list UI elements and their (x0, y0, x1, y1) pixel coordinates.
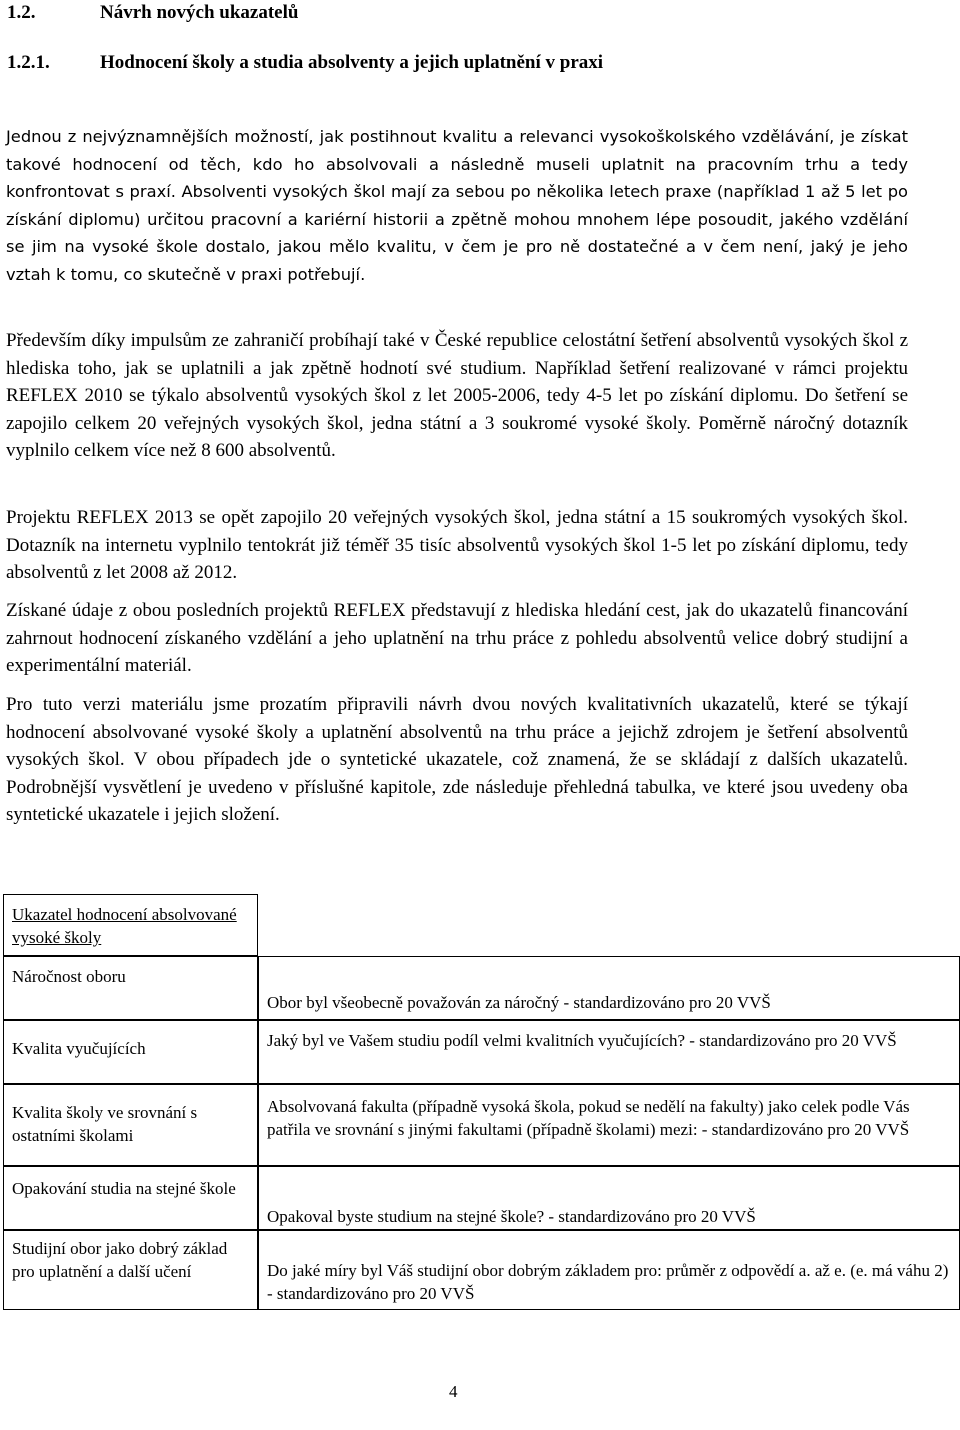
indicator-description: Absolvovaná fakulta (případně vysoká škola, pokud se nedělí na fakulty) jako celek podle Vás patřila ve srovnání s jinými fakultami (případně školami) mezi: - standardizováno pro 20 VVŠ (267, 1097, 910, 1139)
table-row-description (258, 1230, 960, 1310)
table-row-indicator (3, 1084, 258, 1166)
section-heading (7, 2, 298, 24)
indicator-description: Opakoval byste studium na stejné škole? - standardizováno pro 20 VVŠ (267, 1207, 756, 1226)
indicator-table (0, 894, 960, 1314)
indicator-label: Náročnost oboru (12, 967, 126, 986)
paragraph-intro-rest: Absolventi vysokých škol mají za sebou po několika letech praxe (například 1 až 5 let po získání diplomu) určitou pracovní a kariérní historii a zpětně mohou mnohem lépe posoudit, jakého vzdělání se jim na vysoké škole dostalo, jakou mělo kvalitu, v čem je pro ně dostatečné a v čem není, jaký je jeho vztah k tomu, co skutečně v praxi potřebují. (6, 182, 908, 284)
table-row-description (258, 1166, 960, 1230)
table-row-description (258, 956, 960, 1020)
table-row-indicator (3, 1230, 258, 1310)
indicator-label: Opakování studia na stejné škole (12, 1179, 236, 1198)
subsection-heading (7, 52, 603, 74)
paragraph-reflex-2013: Projektu REFLEX 2013 se opět zapojilo 20 veřejných vysokých škol, jedna státní a 15 soukromých vysokých škol. Dotazník na internetu vyplnilo tentokrát již téměř 35 tisíc absolventů vysokých škol 1-5 let po získání diplomu, tedy absolventů z let 2008 až 2012. (6, 507, 908, 584)
table-header: Ukazatel hodnocení absolvované vysoké školy (12, 905, 237, 947)
indicator-label: Kvalita vyučujících (12, 1039, 146, 1058)
table-header-cell (3, 894, 258, 956)
paragraph-intro-lead: Jednou z nejvýznamnějších možností, jak postihnout kvalitu a relevanci vysokoškolského vzdělávání, je získat takové hodnocení od těch, kdo ho absolvovali a následně museli uplatnit na pracovním trhu a tedy konfrontovat s praxí. (6, 127, 908, 202)
paragraph-reflex-2010: Především díky impulsům ze zahraničí probíhají také v České republice celostátní šetření absolventů vysokých škol z hlediska toho, jak se uplatnili a jak zpětně hodnotí své studium. Například šetření realizované v rámci projektu REFLEX 2010 se týkalo absolventů vysokých škol z let 2005-2006, tedy 4-5 let po získání diplomu. Do šetření se zapojilo celkem 20 veřejných vysokých škol, jedna státní a 3 soukromé vysoké školy. Poměrně náročný dotazník vyplnilo celkem více než 8 600 absolventů. (6, 330, 908, 462)
indicator-description: Obor byl všeobecně považován za náročný - standardizováno pro 20 VVŠ (267, 993, 771, 1012)
indicator-label: Studijní obor jako dobrý základ pro uplatnění a další učení (12, 1239, 228, 1281)
table-row-description (258, 1084, 960, 1166)
section-title: Návrh nových ukazatelů (100, 2, 299, 23)
table-row-indicator (3, 1166, 258, 1230)
indicator-label: Kvalita školy ve srovnání s ostatními školami (12, 1103, 198, 1145)
table-row-description (258, 1020, 960, 1084)
subsection-number: 1.2.1. (7, 52, 50, 73)
table-row-indicator (3, 956, 258, 1020)
paragraph-data-usage: Získané údaje z obou posledních projektů REFLEX představují z hlediska hledání cest, jak do ukazatelů financování zahrnout hodnocení získaného vzdělání a jeho uplatnění na trhu práce z pohledu absolventů velice dobrý studijní a experimentální materiál. (6, 600, 908, 677)
paragraph-proposal: Pro tuto verzi materiálu jsme prozatím připravili návrh dvou nových kvalitativních ukazatelů, které se týkají hodnocení absolvované vysoké školy a uplatnění absolventů na trhu práce a jejichž zdrojem je šetření absolventů vysokých škol. V obou případech jde o syntetické ukazatele, což znamená, že se skládají z dalších ukazatelů. Podrobnější vysvětlení je uvedeno v příslušné kapitole, zde následuje přehledná tabulka, ve které jsou uvedeny oba syntetické ukazatele i jejich složení. (6, 694, 908, 826)
table-row-indicator (3, 1020, 258, 1084)
page-number: 4 (449, 1382, 458, 1401)
indicator-description: Jaký byl ve Vašem studiu podíl velmi kvalitních vyučujících? - standardizováno pro 20 VVŠ (267, 1031, 897, 1050)
indicator-description: Do jaké míry byl Váš studijní obor dobrým základem pro: průměr z odpovědí a. až e. (e. má váhu 2) - standardizováno pro 20 VVŠ (267, 1261, 949, 1303)
paragraph-intro (6, 124, 908, 290)
section-number: 1.2. (7, 2, 36, 23)
subsection-title: Hodnocení školy a studia absolventy a jejich uplatnění v praxi (100, 52, 604, 73)
